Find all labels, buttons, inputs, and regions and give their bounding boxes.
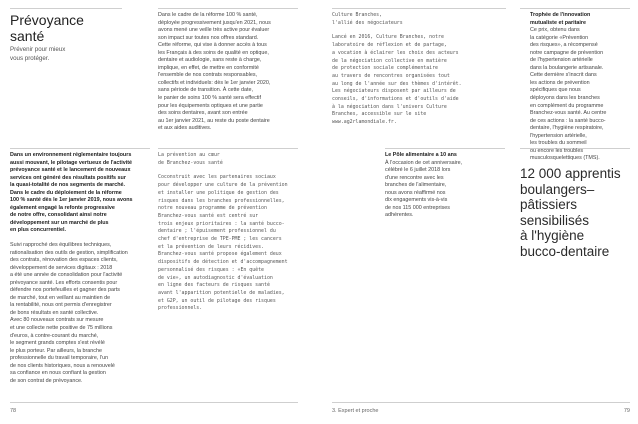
prevention-line: notre nouveau programme de prévention [158,205,267,212]
reform-line: avons mené une veille très active pour évaluer [158,27,270,34]
food-hub-line: nous avons réaffirmé nos [385,189,446,196]
market-body-line: de son contrat de prévoyance. [10,377,83,384]
trophy-line: les troubles du sommeil [530,140,587,147]
market-body-line: de marché, tout en veillant au maintien de [10,294,111,301]
food-hub-heading: Le Pôle alimentaire a 10 ans [385,152,457,158]
highlight-line: pâtissiers [520,197,578,213]
culture-branches-line: au travers de rencontres organisées tout [332,72,450,79]
market-lead-line: également engagé la refonte progressive [10,204,115,211]
prevention-body [158,174,333,313]
market-body-line: sa confiance en nous confiant la gestion [10,370,106,377]
trophy-line: spécifiques que nous [530,87,581,94]
trophy-line: en complément du programme [530,102,604,109]
prevention-line: et installer une politique de gestion des [158,189,279,196]
trophy-line: la catégorie «Prévention [530,34,589,41]
market-body-line: prévoyance santé. Les efforts consentis pour [10,279,118,286]
reform-line: l'ensemble de nos contrats responsables, [158,72,258,79]
highlight-line: 12 000 apprentis [520,166,621,181]
culture-branches-line: conseils, d'informations et d'outils d'aide [332,96,459,103]
page-number-left: 78 [10,408,17,414]
trophy-body [530,27,634,163]
prevention-heading-1: La prévention au cœur [158,152,220,158]
market-body-line: développement de services digitaux : 2018 [10,264,113,271]
trophy-line: musculosquelettiques (TMS). [530,155,600,162]
highlight-figure [520,166,638,260]
market-body-line: professionnelle du travail temporaire, l'un [10,355,109,362]
trophy-line: les actions de prévention [530,79,590,86]
market-body-line: d'euros, à contre-courant du marché, [10,332,99,339]
reform-line: sans période de transition. À cette date, [158,87,253,94]
culture-branches-line: www.ag2rlamondiale.fr. [332,119,397,126]
reform-line: Dans le cadre de la réforme 100 % santé, [158,12,258,18]
trophy-line: Cette dernière s'inscrit dans [530,72,597,79]
prevention-line: et G2P, un outil de pilotage des risques [158,297,276,304]
reform-line: implique, en effet, de mettre en conformité [158,64,259,71]
highlight-line: à l'hygiène [520,228,585,244]
top-rule-col3 [332,8,506,9]
bottom-rule-right [332,402,630,403]
page-title-line-2: santé [10,28,45,44]
culture-branches-line: Les négociateurs disposent par ailleurs de [332,88,456,95]
reform-line: déployée progressivement jusqu'en 2021, nous [158,19,271,26]
mid-rule-col3 [385,148,505,149]
market-lead-line: Dans le cadre du déploiement de la réforme [10,189,122,196]
food-hub-line: À l'occasion de cet anniversaire, [385,159,463,166]
market-body-line: le plus porteur. Par ailleurs, la branche [10,347,102,354]
reform-line: les Français à des soins de qualité en optique, [158,49,269,56]
prevention-line: avant l'apparition potentielle de maladies, [158,289,285,296]
prevention-line: pour développer une culture de la prévention [158,182,288,189]
prevention-heading-2: de Branchez-vous santé [158,159,223,166]
prevention-line: chef d'entreprise de TPE-PME ; les cancers [158,236,282,243]
market-lead-line: services ont généré des résultats positifs sur [10,174,126,181]
culture-branches-line: à la négociation dans l'univers Culture [332,103,447,110]
prevention-line: et la prévention de leurs récidives. [158,243,264,250]
market-body-line: a été une année de consolidation pour l'activité [10,272,123,279]
market-lead-line: en plus concurrentiel. [10,227,67,234]
food-hub-line: d'une rencontre avec les [385,174,444,181]
highlight-line: bucco-dentaire [520,243,610,259]
trophy-line: Ce prix, obtenu dans [530,27,580,34]
prevention-line: Coconstruit avec les partenaires sociaux [158,174,276,181]
food-hub-section [385,152,485,220]
market-body-line: de nos clients historiques, nous a renouvelé [10,362,115,369]
trophy-line: Branchez-vous santé. Au centre [530,110,607,117]
reform-paragraph [158,12,308,133]
reform-line: des soins dentaires, avant son entrée [158,110,248,117]
market-lead-paragraph [10,152,156,235]
page-subtitle-line-1: Prévenir pour mieux [10,46,66,53]
market-body-line: Suivi rapproché des équilibres techniques, [10,242,112,249]
market-lead-line: prévoyance santé et le lancement de nouveaux [10,167,131,174]
market-body-line: défendre nos portefeuilles et gagner des parts [10,287,120,294]
market-lead-line: 100 % santé dès le 1er janvier 2019, nous avons [10,197,133,204]
trophy-heading-2: mutualiste et paritaire [530,19,587,26]
trophy-section [530,12,634,163]
food-hub-line: adhérentes. [385,212,414,219]
market-body-line: des contrats, rénovation des espaces clients, [10,257,118,264]
culture-branches-heading-1: Culture Branches, [332,12,383,18]
prevention-section [158,152,333,313]
trophy-line: notre campagne de prévention [530,49,604,56]
prevention-line: trois enjeux prioritaires : la santé bucco- [158,220,285,227]
food-hub-line: branches de l'alimentaire, [385,182,447,189]
reform-line: pour les équipements optiques et une partie [158,102,263,109]
market-body-line: Avec 80 nouveaux contrats sur mesure [10,317,104,324]
reform-line: et aux aides auditives. [158,125,212,132]
mid-rule-col2 [158,148,298,149]
prevention-line: Branchez-vous santé propose également deux [158,251,282,258]
market-lead-line: aussi mouvant, le pilotage vertueux de l'activité [10,159,133,166]
prevention-line: dispositifs de détection et d'accompagnement [158,259,288,266]
culture-branches-line: au long de l'année sur des thèmes d'intérêt. [332,80,462,87]
culture-branches-section [332,12,512,127]
page-title [10,12,150,44]
market-lead-line: Dans un environnement réglementaire toujours [10,152,132,158]
top-rule-col4 [520,8,630,9]
market-body-line: la rentabilité, nous ont permis d'enregistrer [10,302,112,309]
culture-branches-body [332,34,512,126]
market-lead-line: la quasi-totalité de nos segments de marché. [10,182,126,189]
market-body-line: le segment grands comptes s'est révélé [10,340,105,347]
market-body-line: et une collecte nette positive de 75 millions [10,325,113,332]
market-body-line: rationalisation des outils de gestion, simplification [10,249,128,256]
trophy-line: dentaire, l'hygiène respiratoire, [530,125,604,132]
prevention-line: en ligne des facteurs de risques santé [158,282,270,289]
page-subtitle [10,46,150,63]
highlight-line: boulangers– [520,181,595,197]
trophy-line: de l'hypertension artérielle [530,57,593,64]
food-hub-body [385,160,485,220]
prevention-line: dentaire ; l'épuisement professionnel du [158,228,276,235]
section-name: 3. Expert et proche [332,408,379,414]
reform-line: son impact sur toutes nos offres standard. [158,34,259,41]
food-hub-line: célébré le 6 juillet 2018 lors [385,167,451,174]
trophy-line: dans la boulangerie artisanale. [530,64,604,71]
page-number-right: 79 [623,408,630,414]
prevention-line: personnalisé des risques : «En quête [158,266,264,273]
market-section [10,152,156,385]
culture-branches-heading-2: l'allié des négociateurs [332,19,403,26]
reform-line: au 1er janvier 2021, au reste du poste dentaire [158,117,270,124]
culture-branches-line: de la négociation collective en matière [332,57,447,64]
trophy-heading-1: Trophée de l'innovation [530,12,591,18]
market-lead-line: développement sur un marché de plus [10,219,109,226]
prevention-line: risques dans les branches professionnelles, [158,197,285,204]
mid-rule-col1 [10,148,150,149]
food-hub-line: dix engagements vis-à-vis [385,197,448,204]
culture-branches-line: Lancé en 2016, Culture Branches, notre [332,34,444,41]
reform-line: le panier de soins 100 % santé sera effectif [158,95,261,102]
market-lead-line: de notre offre, consolidant ainsi notre [10,212,107,219]
culture-branches-line: de protection sociale complémentaire [332,65,438,72]
culture-branches-line: laboratoire de réflexion et de partage, [332,42,447,49]
market-body-line: de bons résultats en santé collective. [10,309,99,316]
prevention-line: professionnels. [158,305,203,312]
prevention-line: Branchez-vous santé est centré sur [158,212,259,219]
reform-line: Cette réforme, qui vise à donner accès à tous [158,42,267,49]
trophy-line: des risques», a récompensé [530,42,598,49]
food-hub-line: de nos 115 000 entreprises [385,204,450,211]
page-subtitle-line-2: vous protéger. [10,54,50,62]
trophy-line: l'hypertension artérielle, [530,132,587,139]
top-rule-col2 [158,8,298,9]
trophy-line: déployons dans les branches [530,95,600,102]
trophy-line: ou encore les troubles [530,147,584,154]
bottom-rule-left [10,402,298,403]
reform-line: dentaire et audiologie, sans reste à charge, [158,57,262,64]
market-body-paragraph [10,242,156,385]
top-rule-col1 [10,8,122,9]
prevention-line: de vie», un autodiagnostic d'évaluation [158,274,273,281]
highlight-line: sensibilisés [520,212,590,228]
trophy-line: de ces actions : la santé bucco- [530,117,606,124]
reform-line: collectifs et individuels: dès le 1er janvier 2020, [158,79,271,86]
culture-branches-line: Branches, accessible sur le site [332,111,427,118]
culture-branches-line: a vocation à éclairer les choix des acteurs [332,49,459,56]
page-title-line-1: Prévoyance [10,12,84,28]
